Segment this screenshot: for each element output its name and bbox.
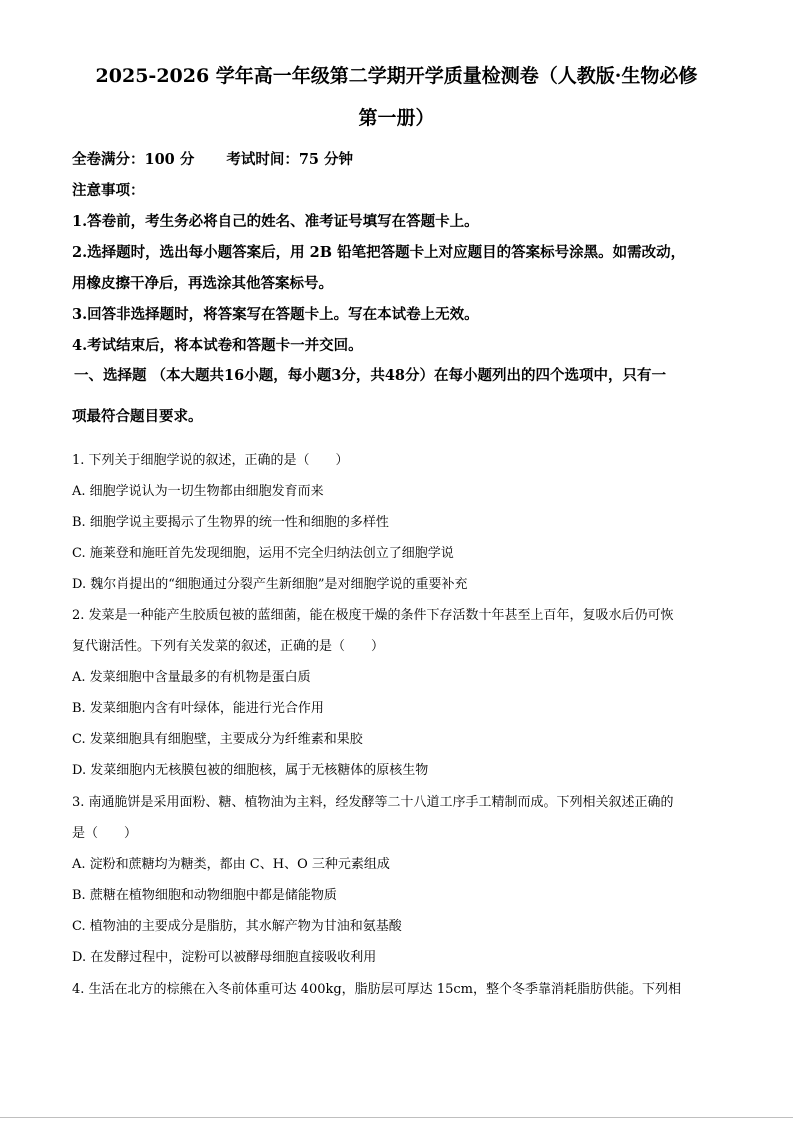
notice-item-2-line-2: 用橡皮擦干净后，再选涂其他答案标号。 [72,275,333,292]
exam-time: 考试时间：75 分钟 [226,151,354,168]
section-heading-line-1: 一、选择题 （本大题共16小题，每小题3分，共48分）在每小题列出的四个选项中，只有一 [74,367,666,384]
notice-item-1: 1.答卷前，考生务必将自己的姓名、准考证号填写在答题卡上。 [72,213,479,230]
page-bottom-rule [0,1117,793,1118]
question-1-option-d: D. 魏尔肖提出的“细胞通过分裂产生新细胞”是对细胞学说的重要补充 [72,577,468,592]
question-3-stem-line-1: 3. 南通脆饼是采用面粉、糖、植物油为主料，经发酵等二十八道工序手工精制而成。下列相关叙述正确的 [72,795,674,810]
question-3-option-a: A. 淀粉和蔗糖均为糖类，都由 C、H、O 三种元素组成 [72,857,390,872]
notice-item-4: 4.考试结束后，将本试卷和答题卡一并交回。 [72,337,363,354]
question-3-option-c: C. 植物油的主要成分是脂肪，其水解产物为甘油和氨基酸 [72,919,402,934]
question-2-stem-line-2: 复代谢活性。下列有关发菜的叙述，正确的是（ ） [72,639,385,654]
question-2-option-a: A. 发菜细胞中含量最多的有机物是蛋白质 [72,670,311,685]
question-2-stem-line-1: 2. 发菜是一种能产生胶质包被的蓝细菌，能在极度干燥的条件下存活数十年甚至上百年，复吸水后仍可恢 [72,608,674,623]
exam-meta [72,150,353,170]
question-1-stem: 1. 下列关于细胞学说的叙述，正确的是（ ） [72,453,349,468]
exam-title-line-2: 第一册） [358,107,435,129]
notice-item-3: 3.回答非选择题时，将答案写在答题卡上。写在本试卷上无效。 [72,306,479,323]
full-score: 全卷满分：100 分 [72,151,195,168]
question-1-option-c: C. 施莱登和施旺首先发现细胞，运用不完全归纳法创立了细胞学说 [72,546,454,561]
question-1-option-b: B. 细胞学说主要揭示了生物界的统一性和细胞的多样性 [72,515,389,530]
question-1-option-a: A. 细胞学说认为一切生物都由细胞发育而来 [72,484,324,499]
question-3-stem-line-2: 是（ ） [72,826,138,841]
question-2-option-c: C. 发菜细胞具有细胞壁，主要成分为纤维素和果胶 [72,732,363,747]
exam-title-line-1: 2025-2026 学年高一年级第二学期开学质量检测卷（人教版·生物必修 [95,65,698,87]
question-4-stem-line-1: 4. 生活在北方的棕熊在入冬前体重可达 400kg，脂肪层可厚达 15cm，整个冬季靠消耗脂肪供能。下列相 [72,982,681,997]
notice-item-2-line-1: 2.选择题时，选出每小题答案后，用 2B 铅笔把答题卡上对应题目的答案标号涂黑。如需改动， [72,244,686,261]
question-2-option-b: B. 发菜细胞内含有叶绿体，能进行光合作用 [72,701,324,716]
section-heading-line-2: 项最符合题目要求。 [72,408,203,425]
notice-title: 注意事项： [72,182,145,199]
question-3-option-d: D. 在发酵过程中，淀粉可以被酵母细胞直接吸收利用 [72,950,377,965]
question-3-option-b: B. 蔗糖在植物细胞和动物细胞中都是储能物质 [72,888,337,903]
question-2-option-d: D. 发菜细胞内无核膜包被的细胞核，属于无核糖体的原核生物 [72,763,429,778]
